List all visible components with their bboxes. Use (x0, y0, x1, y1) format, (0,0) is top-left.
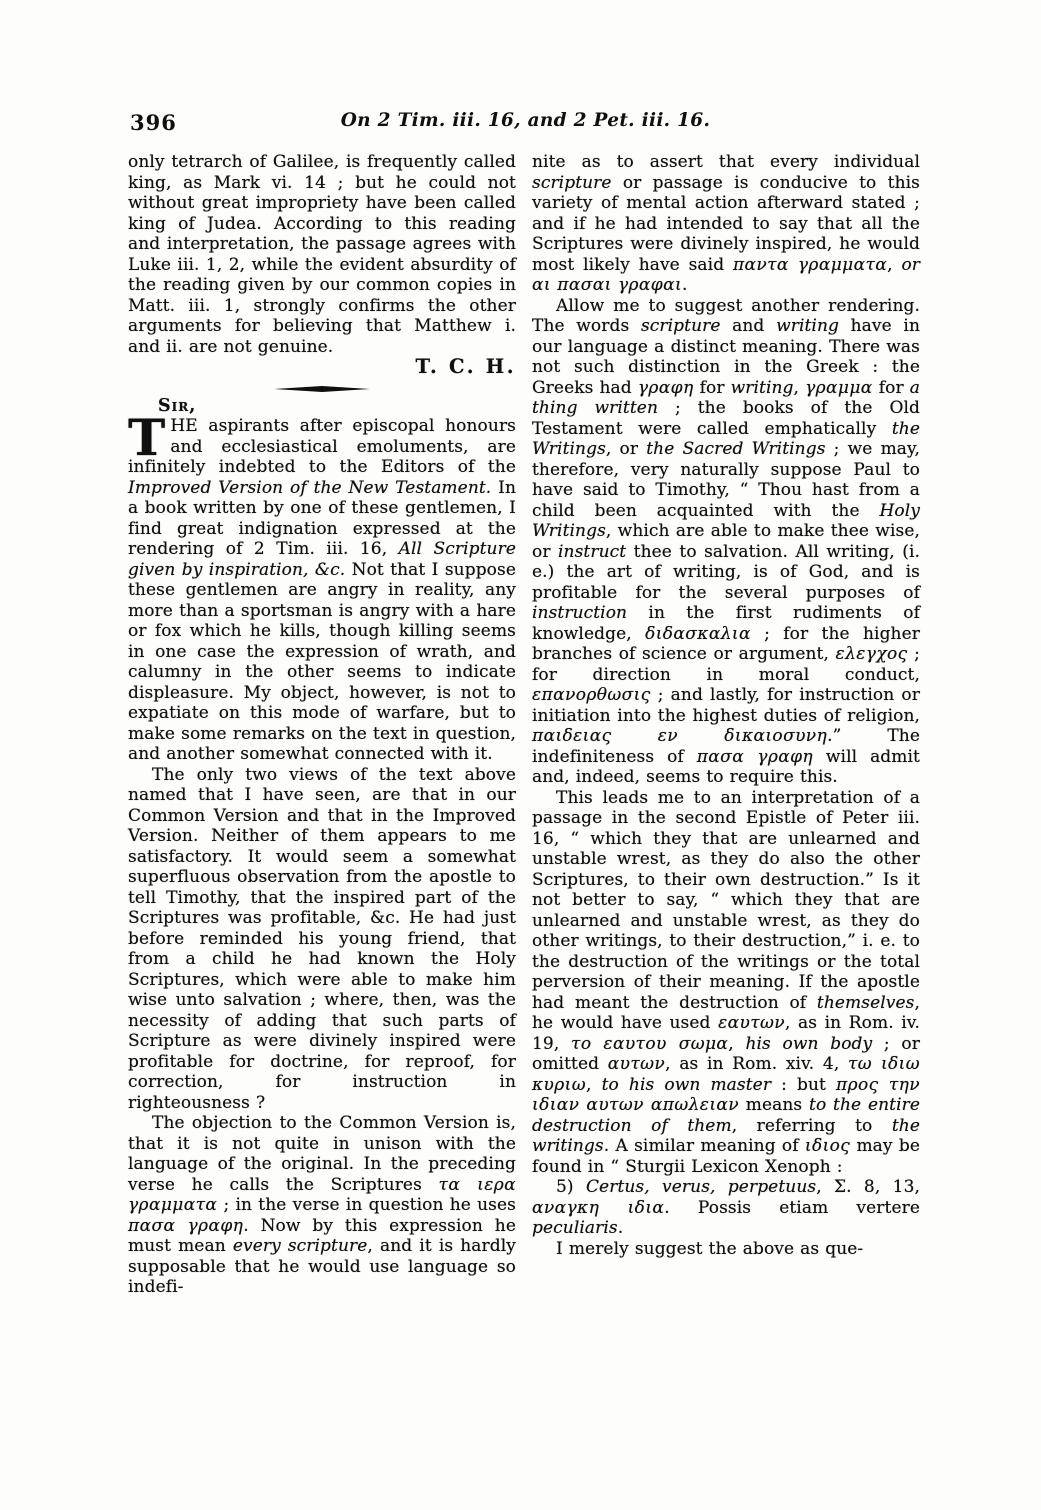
text-segment: γραφη (637, 377, 694, 398)
text-segment: παντα γραμματα (732, 254, 888, 275)
text-segment: ; or omitted (532, 1033, 920, 1074)
text-segment: τα ιερα γραμματα (128, 1174, 516, 1215)
text-segment: πασα γραφη (128, 1215, 244, 1236)
text-segment: for (872, 377, 910, 398)
text-segment: Improved Version of the New Testament. (128, 477, 492, 498)
text-segment: the Writings (532, 418, 920, 459)
text-segment: nite as to assert that every individual (532, 152, 920, 172)
swelled-rule-shape (274, 385, 370, 393)
text-segment: 5) (556, 1177, 586, 1197)
text-segment: ; we may, therefore, very naturally suppose Paul to have said to Timothy, “ Thou hast from a child been acquainted with the (532, 439, 920, 521)
paragraph (532, 1239, 920, 1260)
text-segment: to the entire destruction of them (532, 1095, 921, 1136)
text-segment: , referring to (731, 1115, 892, 1136)
text-segment: , as in Rom. xiv. 4, (665, 1054, 848, 1074)
text-segment: Certus, verus, perpetuus (585, 1177, 817, 1197)
paragraph (128, 765, 516, 1114)
text-segment: , (728, 1033, 746, 1054)
text-segment: In a book written by one of these gentlemen, I find great indignation expressed at the rendering of 2 Tim. iii. 16, (128, 477, 517, 559)
signature: T. C. H. (415, 355, 516, 378)
text-segment: . Now by this expression he must mean (128, 1215, 516, 1256)
text-segment: his own body (745, 1033, 873, 1054)
text-segment: every scripture (232, 1236, 368, 1256)
paragraph (128, 1113, 516, 1298)
text-segment: αυτων (607, 1054, 666, 1074)
text-segment: , (586, 1074, 602, 1095)
text-segment: a thing written (532, 377, 920, 418)
drop-cap: T (128, 408, 166, 467)
text-segment: τω ιδιω κυριω (532, 1054, 921, 1095)
text-segment: παιδειας εν δικαιοσυνη (532, 726, 828, 746)
text-segment: προς την ιδιαν αυτων απωλειαν (532, 1074, 920, 1115)
text-segment: The only two views of the text above named that I have seen, are that in our Common Version and that in the Improved Version. Neither of them appears to me satisfactory. It would seem a somewhat superfluous observation from the apostle to tell Timothy, that the inspired part of the Scriptures was profitable, &c. He had just before reminded his young friend, that from a child he had known the Holy Scriptures, which were able to make him wise unto salvation ; where, then, was the necessity of adding that such parts of Scripture as were divinely inspired were profitable for doctrine, for reproof, for correction, for instruction in righteousness ? (128, 764, 516, 1113)
text-segment: ελεγχος (835, 644, 908, 664)
right-column (532, 152, 920, 1298)
salutation: Sir, (158, 395, 197, 416)
text-segment: : but (771, 1074, 836, 1095)
text-columns (128, 152, 921, 1298)
paragraph (128, 408, 517, 765)
text-segment: the Sacred Writings (646, 439, 826, 459)
text-segment: ; in the verse in question he uses (217, 1195, 516, 1215)
text-segment: The objection to the Common Version is, that it is not quite in unison with the language of the original. In the preceding verse he calls the Scriptures (128, 1113, 516, 1195)
text-segment: ιδιος (804, 1136, 851, 1156)
text-segment: αναγκη ιδια (532, 1197, 665, 1218)
text-segment: αι πασαι γραφαι (532, 275, 683, 295)
text-segment: thee to salvation. All writing, (i. e.) the art of writing, is of God, and is profitable for the several purposes of (532, 541, 920, 603)
text-segment: ; for direction in moral conduct, (532, 644, 920, 685)
left-column (128, 152, 516, 1298)
text-segment: This leads me to an interpretation of a passage in the second Epistle of Peter iii. 16, “ which they that are unlearned and unstable wrest, as they do also the other Scriptures, to their own destruction.” Is it not better to say, “ which they that are unlearned and unstable wrest, as they do other writings, to their destruction,” i. e. to the destruction of the writings or the total perversion of their meaning. If the apostle had meant the destruction of (532, 787, 920, 1013)
text-segment: , as in Rom. iv. 19, (532, 1013, 920, 1054)
text-segment: the writings (532, 1115, 920, 1156)
text-segment: το εαυτου σωμα (571, 1033, 729, 1054)
text-segment: or (901, 254, 920, 275)
text-segment: , (887, 254, 902, 275)
text-segment: HE aspirants after episcopal honours and ecclesiastical emoluments, are infinitely indebted to the Editors of the (128, 416, 516, 477)
text-segment: peculiaris (532, 1218, 618, 1238)
text-segment: ; the books of the Old Testament were called emphatically (532, 398, 920, 439)
text-segment: writing (730, 377, 794, 398)
text-segment: γραμμα (805, 377, 873, 398)
text-segment: , (793, 377, 806, 398)
paragraph (532, 1177, 920, 1239)
text-segment: themselves (816, 992, 915, 1013)
section-divider-rule (128, 385, 516, 393)
text-segment: in the first rudiments of knowledge, (532, 603, 920, 644)
text-segment: or passage is conducive to this variety of mental action afterward stated ; and if he had intended to say that all the Scriptures were divinely inspired, he would most likely have said (532, 172, 920, 275)
text-segment: instruct (558, 541, 627, 562)
text-segment: may be found in “ Sturgii Lexicon Xenoph : (532, 1136, 920, 1177)
text-segment: Allow me to suggest another rendering. The words (532, 295, 920, 336)
text-segment: for (693, 377, 731, 398)
text-segment: to his own master (601, 1074, 772, 1095)
text-segment: πασα γραφη (696, 746, 813, 767)
text-segment: , he would have used (532, 992, 920, 1033)
page-number: 396 (130, 110, 177, 135)
running-title: On 2 Tim. iii. 16, and 2 Pet. iii. 16. (340, 110, 711, 131)
text-segment: means (739, 1095, 810, 1115)
text-segment: have in our language a distinct meaning. There was not such distinction in the Greek : the Greeks had (532, 316, 920, 398)
text-segment: scripture (640, 316, 721, 336)
text-segment: . (617, 1218, 624, 1238)
text-segment: . Possis etiam vertere (664, 1197, 920, 1218)
paragraph (532, 296, 920, 788)
text-segment: , which are able to make thee wise, or (532, 521, 920, 562)
text-segment: .” The indefiniteness of (532, 726, 921, 767)
paragraph (128, 152, 516, 357)
text-segment: ; for the higher branches of science or argument, (532, 623, 920, 664)
text-segment: , or (605, 439, 647, 459)
text-segment: διδασκαλια (645, 623, 751, 644)
text-segment: only tetrarch of Galilee, is frequently called king, as Mark vi. 14 ; but he could not without great impropriety have been called king of Judea. According to this reading and interpretation, the passage agrees with Luke iii. 1, 2, while the evident absurdity of the reading given by our common copies in Matt. iii. 1, strongly confirms the other arguments for believing that Matthew i. and ii. are not genuine. (128, 152, 516, 357)
text-segment: . A similar meaning of (603, 1136, 805, 1156)
text-segment: All Scripture given by inspiration, &c. (128, 539, 516, 580)
text-segment: , and it is hardly supposable that he would use language so indefi- (128, 1236, 516, 1297)
page-header (128, 110, 923, 138)
text-segment: instruction (532, 603, 628, 623)
text-segment: , Σ. 8, 13, (816, 1177, 920, 1197)
text-segment: . (682, 275, 688, 295)
paragraph (532, 152, 920, 296)
text-segment: will admit and, indeed, seems to require this. (532, 746, 920, 787)
text-segment: ; and lastly, for instruction or initiation into the highest duties of religion, (532, 685, 920, 726)
text-segment: Not that I suppose these gentlemen are angry in reality, any more than a sportsman is angry with a hare or fox which he kills, though killing seems in one case the expression of wrath, and calumny in the other seems to indicate displeasure. My object, however, is not to expatiate on this mode of warfare, but to make some remarks on the text in question, and another somewhat connected with it. (128, 559, 516, 764)
text-segment: εαυτων (718, 1013, 786, 1033)
text-segment: scripture (532, 172, 612, 193)
text-segment: Holy Writings (532, 500, 920, 541)
text-segment: writing (776, 316, 839, 336)
text-segment: and (720, 316, 777, 336)
paragraph (532, 788, 920, 1178)
text-segment: επανορθωσις (532, 685, 651, 705)
text-segment: I merely suggest the above as que- (556, 1238, 864, 1259)
